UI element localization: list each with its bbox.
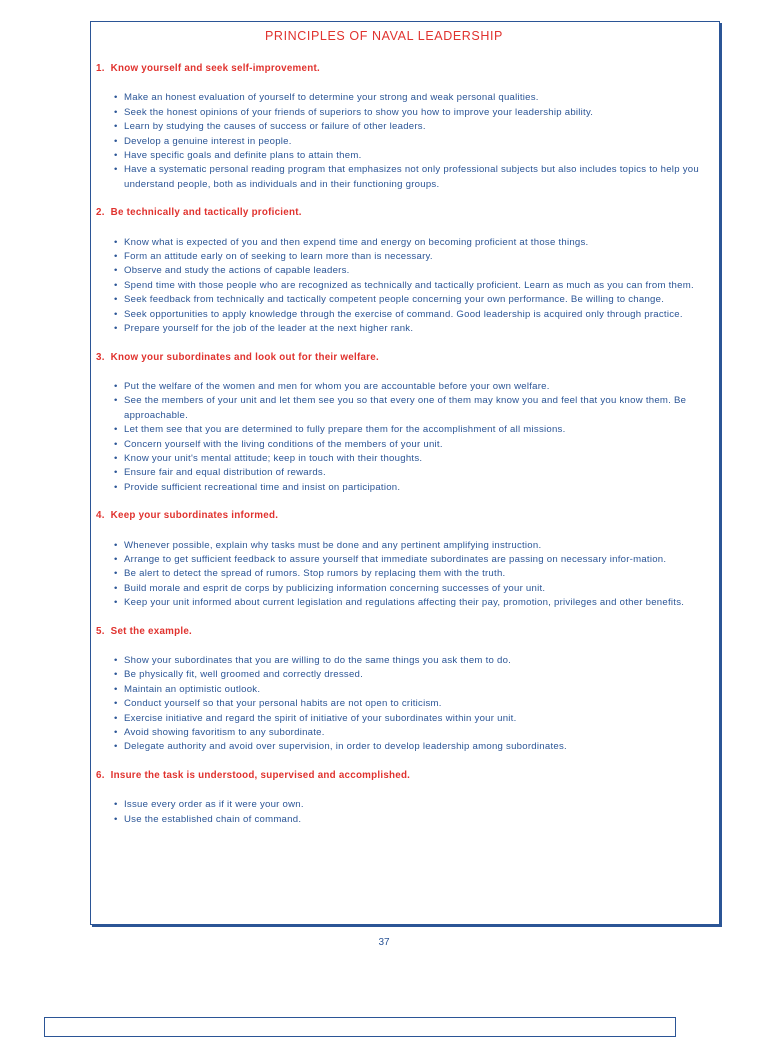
principle-number: 3. bbox=[96, 351, 105, 363]
list-item: • Maintain an optimistic outlook. bbox=[124, 683, 706, 697]
list-item: • Spend time with those people who are recognized as technically and tactically proficient. Learn as much as you can from them. bbox=[124, 279, 706, 293]
list-item: • Form an attitude early on of seeking to learn more than is necessary. bbox=[124, 250, 706, 264]
list-item: • Arrange to get sufficient feedback to assure yourself that immediate subordinates are passing on necessary infor-mation. bbox=[124, 553, 706, 567]
list-item: • Keep your unit informed about current legislation and regulations affecting their pay, promotion, privileges and other benefits. bbox=[124, 596, 706, 610]
principle-section bbox=[96, 509, 706, 610]
principle-section bbox=[96, 206, 706, 336]
list-item: • Concern yourself with the living conditions of the members of your unit. bbox=[124, 438, 706, 452]
list-item: • Learn by studying the causes of success or failure of other leaders. bbox=[124, 120, 706, 134]
list-item: • Seek the honest opinions of your friends of superiors to show you how to improve your leadership ability. bbox=[124, 106, 706, 120]
principle-heading-text: Keep your subordinates informed. bbox=[110, 510, 279, 522]
list-item: • Be physically fit, well groomed and correctly dressed. bbox=[124, 668, 706, 682]
principle-items bbox=[96, 380, 706, 495]
principle-number: 1. bbox=[96, 63, 105, 74]
list-item: • Ensure fair and equal distribution of rewards. bbox=[124, 466, 706, 480]
list-item: • Have specific goals and definite plans to attain them. bbox=[124, 149, 706, 163]
principle-heading bbox=[96, 509, 706, 523]
principle-heading-text: Insure the task is understood, supervised and accomplished. bbox=[110, 769, 411, 781]
principle-items bbox=[96, 798, 706, 827]
principle-section bbox=[96, 62, 706, 192]
principle-heading bbox=[96, 62, 706, 76]
principle-heading-text: Know your subordinates and look out for their welfare. bbox=[110, 351, 379, 363]
list-item: • Have a systematic personal reading program that emphasizes not only professional subjects but also includes topics to help you understand people, both as individuals and in their functioning groups. bbox=[124, 163, 706, 192]
list-item: • Develop a genuine interest in people. bbox=[124, 135, 706, 149]
principle-items bbox=[96, 654, 706, 755]
list-item: • Be alert to detect the spread of rumors. Stop rumors by replacing them with the truth. bbox=[124, 567, 706, 581]
list-item: • Avoid showing favoritism to any subordinate. bbox=[124, 726, 706, 740]
principle-heading bbox=[96, 769, 706, 783]
principle-section bbox=[96, 769, 706, 827]
principle-heading bbox=[96, 625, 706, 639]
list-item: • Prepare yourself for the job of the leader at the next higher rank. bbox=[124, 322, 706, 336]
principles-list bbox=[96, 62, 706, 841]
principle-heading bbox=[96, 351, 706, 365]
list-item: • Let them see that you are determined to fully prepare them for the accomplishment of all missions. bbox=[124, 423, 706, 437]
list-item: • Build morale and esprit de corps by publicizing information concerning successes of your unit. bbox=[124, 582, 706, 596]
principle-heading-text: Be technically and tactically proficient. bbox=[110, 207, 302, 219]
list-item: • Use the established chain of command. bbox=[124, 813, 706, 827]
list-item: • Make an honest evaluation of yourself to determine your strong and weak personal qualities. bbox=[124, 91, 706, 105]
principle-items bbox=[96, 539, 706, 611]
principle-section bbox=[96, 625, 706, 755]
list-item: • Issue every order as if it were your own. bbox=[124, 798, 706, 812]
principle-items bbox=[96, 236, 706, 337]
next-page-frame bbox=[44, 1017, 676, 1037]
page-title: PRINCIPLES OF NAVAL LEADERSHIP bbox=[265, 29, 503, 43]
list-item: • Seek feedback from technically and tactically competent people concerning your own performance. Be willing to change. bbox=[124, 293, 706, 307]
list-item: • Observe and study the actions of capable leaders. bbox=[124, 264, 706, 278]
principle-heading bbox=[96, 206, 706, 220]
list-item: • Seek opportunities to apply knowledge through the exercise of command. Good leadership is acquired only through practice. bbox=[124, 308, 706, 322]
list-item: • Show your subordinates that you are willing to do the same things you ask them to do. bbox=[124, 654, 706, 668]
list-item: • See the members of your unit and let them see you so that every one of them may know you and feel that you know them. Be approachable. bbox=[124, 394, 706, 423]
list-item: • Provide sufficient recreational time and insist on participation. bbox=[124, 481, 706, 495]
list-item: • Know what is expected of you and then expend time and energy on becoming proficient at those things. bbox=[124, 236, 706, 250]
list-item: • Whenever possible, explain why tasks must be done and any pertinent amplifying instruction. bbox=[124, 539, 706, 553]
principle-items bbox=[96, 91, 706, 192]
page-number: 37 bbox=[378, 937, 390, 948]
principle-heading-text: Know yourself and seek self-improvement. bbox=[110, 63, 320, 74]
list-item: • Conduct yourself so that your personal habits are not open to criticism. bbox=[124, 697, 706, 711]
list-item: • Know your unit's mental attitude; keep in touch with their thoughts. bbox=[124, 452, 706, 466]
principle-number: 4. bbox=[96, 510, 105, 522]
principle-number: 6. bbox=[96, 769, 105, 781]
principle-section bbox=[96, 351, 706, 496]
principle-heading-text: Set the example. bbox=[110, 625, 192, 637]
list-item: • Put the welfare of the women and men for whom you are accountable before your own welfare. bbox=[124, 380, 706, 394]
principle-number: 2. bbox=[96, 207, 105, 219]
principle-number: 5. bbox=[96, 625, 105, 637]
list-item: • Delegate authority and avoid over supervision, in order to develop leadership among subordinates. bbox=[124, 740, 706, 754]
list-item: • Exercise initiative and regard the spirit of initiative of your subordinates within your unit. bbox=[124, 712, 706, 726]
